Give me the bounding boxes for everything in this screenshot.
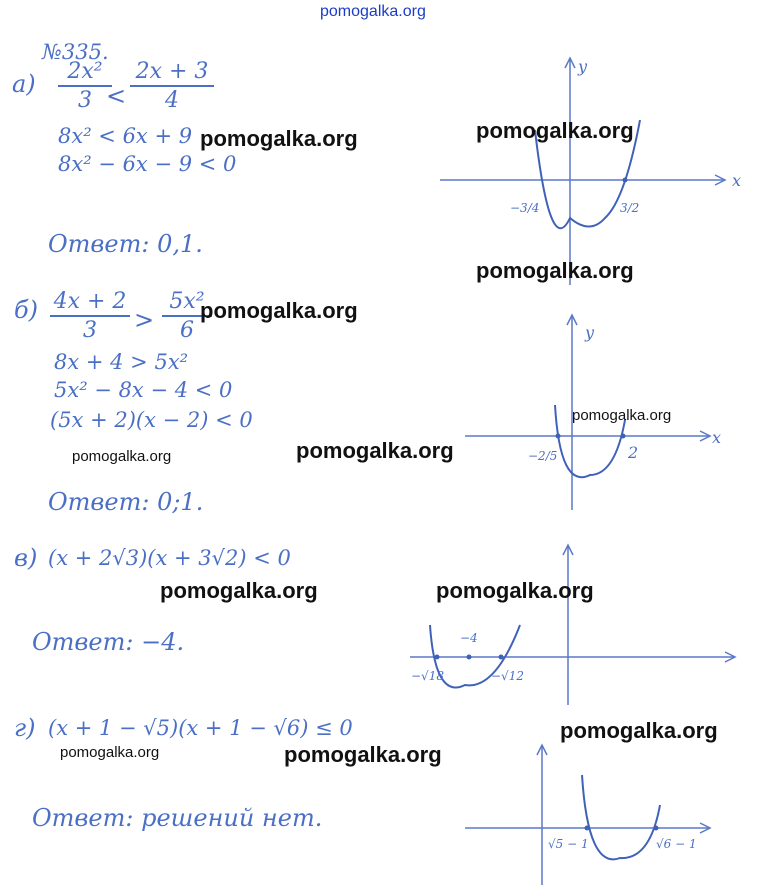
part-g-graph bbox=[460, 740, 720, 890]
root-left-label: −√18 bbox=[411, 669, 444, 683]
y-axis-label: y bbox=[578, 57, 588, 76]
root-left-label: −2/5 bbox=[528, 449, 558, 463]
lhs-numerator: 4x + 2 bbox=[53, 289, 127, 314]
part-v-answer: Ответ: −4. bbox=[32, 628, 185, 656]
root-right-label: −√12 bbox=[491, 669, 524, 683]
lhs-denominator: 3 bbox=[83, 318, 97, 344]
root-point-left bbox=[585, 826, 590, 831]
part-b-step-1: 8x + 4 > 5x² bbox=[54, 350, 189, 374]
part-a-lhs-fraction bbox=[58, 60, 112, 112]
part-b-label: б) bbox=[14, 296, 39, 324]
root-point-right bbox=[654, 826, 659, 831]
rhs-denominator: 4 bbox=[165, 88, 179, 114]
part-a-step-2: 8x² − 6x − 9 < 0 bbox=[58, 152, 237, 176]
x-axis-label: x bbox=[712, 428, 722, 447]
part-v-inequality: (x + 2√3)(x + 3√2) < 0 bbox=[48, 546, 291, 570]
watermark: pomogalka.org bbox=[476, 258, 634, 283]
part-g-answer: Ответ: решений нет. bbox=[32, 804, 323, 832]
part-b-step-3: (5x + 2)(x − 2) < 0 bbox=[50, 408, 253, 432]
watermark: pomogalka.org bbox=[200, 126, 358, 151]
root-point-right bbox=[499, 655, 504, 660]
point-label: −4 bbox=[460, 631, 478, 645]
root-right-label: √6 − 1 bbox=[656, 837, 697, 851]
part-v-label: в) bbox=[14, 544, 38, 572]
lhs-numerator: 2x² bbox=[67, 59, 103, 84]
root-right-label: 3/2 bbox=[620, 201, 640, 215]
root-point-left bbox=[435, 655, 440, 660]
root-point-right bbox=[621, 434, 626, 439]
part-a-answer: Ответ: 0,1. bbox=[48, 230, 203, 258]
point-minus-four bbox=[467, 655, 472, 660]
parabola bbox=[582, 775, 660, 859]
watermark: pomogalka.org bbox=[60, 744, 160, 761]
rhs-denominator: 6 bbox=[180, 318, 194, 344]
site-watermark-top: pomogalka.org bbox=[320, 3, 426, 20]
problem-number: №335. bbox=[42, 40, 109, 64]
part-g-label: г) bbox=[14, 714, 36, 742]
part-a-sign: < bbox=[106, 82, 127, 110]
root-left-label: √5 − 1 bbox=[548, 837, 589, 851]
part-b-step-2: 5x² − 8x − 4 < 0 bbox=[54, 378, 233, 402]
root-right-label: 2 bbox=[628, 443, 639, 462]
root-point-left bbox=[556, 434, 561, 439]
watermark: pomogalka.org bbox=[160, 578, 318, 603]
part-a-step-1: 8x² < 6x + 9 bbox=[58, 124, 193, 148]
part-g-inequality: (x + 1 − √5)(x + 1 − √6) ≤ 0 bbox=[48, 716, 353, 740]
watermark: pomogalka.org bbox=[200, 298, 358, 323]
fraction-bar bbox=[130, 85, 214, 87]
watermark: pomogalka.org bbox=[284, 742, 442, 767]
watermark: pomogalka.org bbox=[560, 718, 718, 743]
part-v-graph bbox=[405, 540, 745, 710]
part-a-label: а) bbox=[12, 70, 36, 98]
root-left-label: −3/4 bbox=[510, 201, 540, 215]
fraction-bar bbox=[58, 85, 112, 87]
watermark: pomogalka.org bbox=[72, 448, 172, 465]
part-b-lhs-fraction bbox=[50, 290, 130, 342]
rhs-numerator: 2x + 3 bbox=[135, 59, 209, 84]
x-axis-label: x bbox=[732, 171, 742, 190]
y-axis-label: y bbox=[585, 323, 595, 342]
fraction-bar bbox=[50, 315, 130, 317]
watermark: pomogalka.org bbox=[476, 118, 634, 143]
part-b-sign: > bbox=[134, 306, 155, 334]
watermark: pomogalka.org bbox=[572, 407, 672, 424]
part-a-rhs-fraction bbox=[130, 60, 214, 112]
root-point-right bbox=[623, 178, 628, 183]
watermark: pomogalka.org bbox=[296, 438, 454, 463]
part-b-answer: Ответ: 0;1. bbox=[48, 488, 204, 516]
watermark: pomogalka.org bbox=[436, 578, 594, 603]
lhs-denominator: 3 bbox=[78, 88, 92, 114]
rhs-numerator: 5x² bbox=[169, 289, 205, 314]
